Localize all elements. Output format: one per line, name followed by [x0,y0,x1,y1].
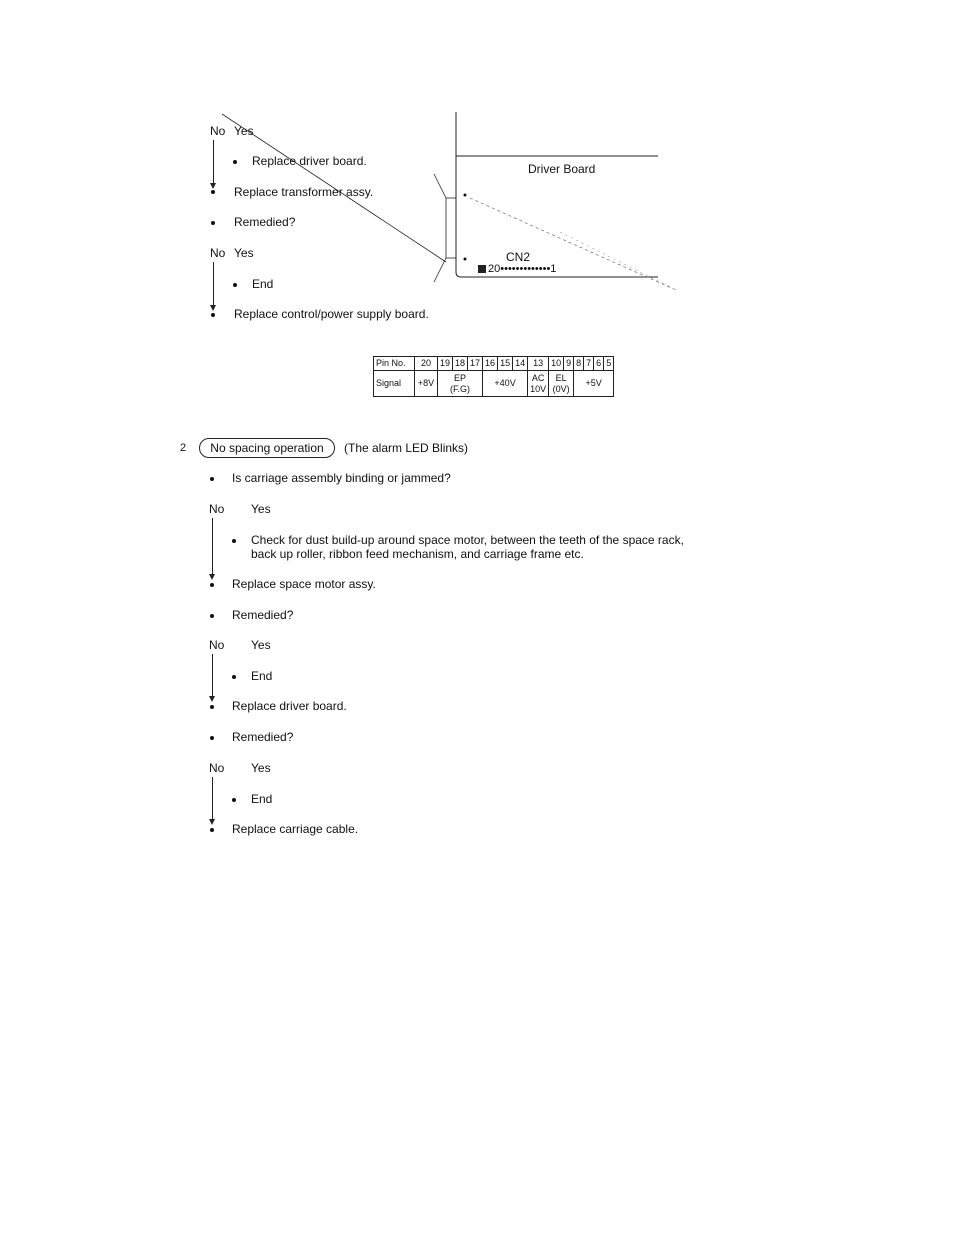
pin-range-text: 20•••••••••••••1 [488,263,557,275]
flow-line [212,654,213,697]
pin-cell: 16 [483,357,498,371]
pin-cell: 15 [498,357,513,371]
pin-cell: 6 [594,357,604,371]
signal-top: EP [454,372,467,383]
down-arrow-icon [209,819,215,825]
step-check-line2: back up roller, ribbon feed mechanism, and carriage frame etc. [251,547,584,561]
section-number: 2 [180,442,187,454]
bullet-icon [232,675,236,679]
connector-label: CN2 [506,250,531,264]
down-arrow-icon [210,305,216,311]
section-title: No spacing operation [199,438,335,458]
step-remedied: Remedied? [232,730,294,744]
flow-line [213,262,214,306]
yes-label: Yes [251,638,271,652]
pin-cell: 10 [549,357,564,371]
pin-row [374,357,614,371]
signal-header-label: Signal [374,371,415,397]
signal-top: +40V [494,378,516,388]
section-subtitle: (The alarm LED Blinks) [344,441,469,455]
bullet-icon [210,736,214,740]
step-check-line1: Check for dust build-up around space motor, between the teeth of the space rack, [251,533,684,547]
no-label: No [210,124,226,138]
pin-cell: 8 [574,357,584,371]
bullet-icon [232,798,236,802]
signal-bottom: (F.G) [450,383,471,394]
pin1-marker-icon [478,265,486,273]
bullet-icon [211,190,215,194]
down-arrow-icon [209,696,215,702]
pin-cell: 5 [604,357,614,371]
step-replace-control: Replace control/power supply board. [234,307,429,321]
no-label: No [209,761,225,775]
pin-cell: 20 [415,357,438,371]
step-remedied: Remedied? [234,215,296,229]
signal-cell [574,371,614,397]
pin-range-label [478,262,556,276]
pin-cell: 13 [528,357,549,371]
step-end: End [251,669,273,683]
bullet-icon [211,313,215,317]
signal-top: EL [555,372,567,383]
no-label: No [209,638,225,652]
signal-top: +5V [585,378,602,388]
pin-cell: 14 [513,357,528,371]
yes-label: Yes [251,761,271,775]
yes-label: Yes [251,502,271,516]
bullet-icon [233,160,237,164]
step-remedied: Remedied? [232,608,294,622]
signal-bottom: 10V [530,383,547,394]
step-replace-driver: Replace driver board. [252,154,367,168]
signal-cell [483,371,528,397]
yes-label: Yes [234,246,254,260]
down-arrow-icon [209,574,215,580]
step-end: End [252,277,274,291]
signal-row [374,371,614,397]
bullet-icon [210,477,214,481]
pin-cell: 7 [584,357,594,371]
bullet-icon [210,583,214,587]
signal-cell [438,371,483,397]
bullet-icon [233,283,237,287]
bullet-icon [232,539,236,543]
signal-top: AC [531,372,545,383]
no-label: No [209,502,225,516]
step-end: End [251,792,273,806]
down-arrow-icon [210,183,216,189]
flow-line [212,518,213,575]
yes-label: Yes [234,124,254,138]
signal-cell [549,371,574,397]
pin-cell: 19 [438,357,453,371]
bullet-icon [211,221,215,225]
pin-cell: 17 [468,357,483,371]
bullet-icon [210,614,214,618]
no-label: No [210,246,226,260]
pin-cell: 9 [564,357,574,371]
signal-cell [528,371,549,397]
pin-header-label: Pin No. [374,357,415,371]
question-binding: Is carriage assembly binding or jammed? [232,471,451,485]
flow-line [213,140,214,184]
step-replace-space-motor: Replace space motor assy. [232,577,376,591]
signal-top: +8V [417,378,435,388]
bullet-icon [210,705,214,709]
step-replace-cable: Replace carriage cable. [232,822,359,836]
signal-cell [415,371,438,397]
flow-line [212,777,213,820]
step-replace-driver: Replace driver board. [232,699,347,713]
step-replace-transformer: Replace transformer assy. [234,185,374,199]
bullet-icon [210,828,214,832]
signal-bottom: (0V) [552,383,570,394]
pin-table [373,356,614,397]
pin-cell: 18 [453,357,468,371]
driver-board-label: Driver Board [528,162,596,176]
